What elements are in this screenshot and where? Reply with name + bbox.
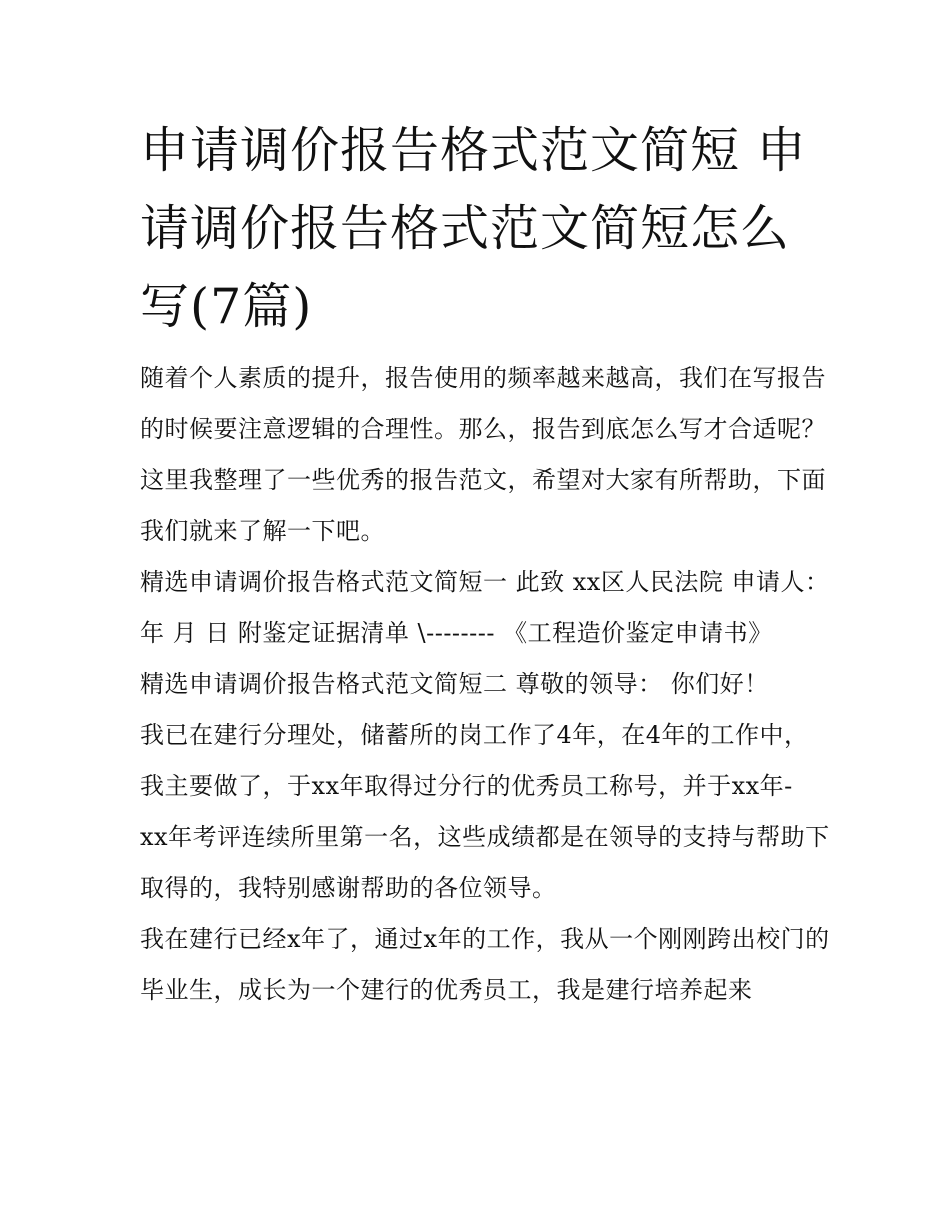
body-paragraph: xx年考评连续所里第一名，这些成绩都是在领导的支持与帮助下取得的，我特别感谢帮助的各位领导。 [140, 823, 830, 902]
sample-one-paragraph: 精选申请调价报告格式范文简短一 此致 xx区人民法院 申请人： 年 月 日 附鉴定证据清单 \-------- 《工程造价鉴定申请书》 [140, 568, 830, 647]
document-body [140, 353, 830, 1016]
sample-two-heading: 精选申请调价报告格式范文简短二 尊敬的领导： 你们好！ [140, 670, 769, 698]
body-paragraph: 我已在建行分理处，储蓄所的岗工作了4年，在4年的工作中，我主要做了，于xx年取得过分行的优秀员工称号，并于xx年- [140, 721, 809, 800]
document-title: 申请调价报告格式范文简短 申请调价报告格式范文简短怎么写(7篇) [140, 122, 807, 335]
body-paragraph: 我在建行已经x年了，通过x年的工作，我从一个刚刚跨出校门的毕业生，成长为一个建行的优秀员工，我是建行培养起来 [140, 925, 830, 1004]
intro-paragraph: 随着个人素质的提升，报告使用的频率越来越高，我们在写报告的时候要注意逻辑的合理性。那么，报告到底怎么写才合适呢？这里我整理了一些优秀的报告范文，希望对大家有所帮助，下面我们就来了解一下吧。 [140, 364, 826, 545]
